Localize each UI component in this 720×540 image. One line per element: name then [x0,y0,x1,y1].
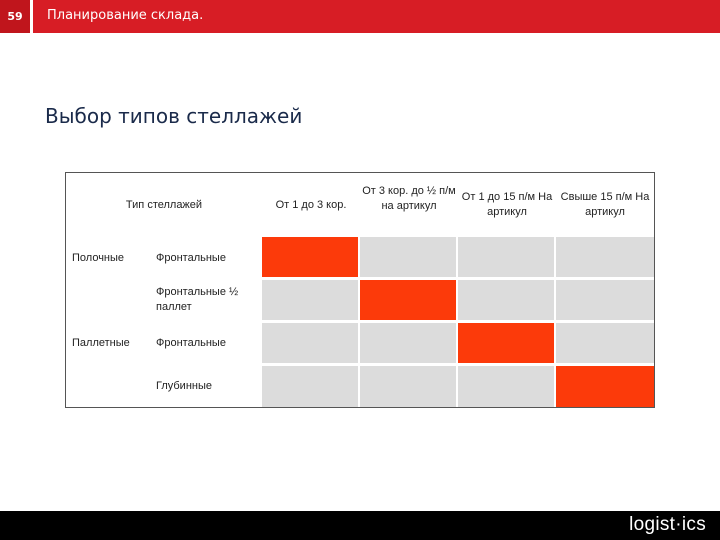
rack-selection-matrix [65,172,655,408]
matrix-cell [262,237,358,277]
column-header-3: От 1 до 15 п/м На артикул [458,173,556,237]
matrix-cell [556,237,654,277]
row-label-2: Фронтальные ½ паллет [150,279,250,321]
row-label-3: Фронтальные [150,322,262,364]
matrix-cell [360,323,456,363]
matrix-cell [360,366,456,407]
matrix-cell [556,323,654,363]
matrix-cell [360,280,456,320]
column-header-2: От 3 кор. до ½ п/м на артикул [360,173,458,237]
column-header-4: Свыше 15 п/м На артикул [556,173,654,237]
group-label-shelf: Полочные [66,237,150,279]
column-header-1: От 1 до 3 кор. [262,173,360,237]
slide-number: 59 [0,0,30,33]
row-label-4: Глубинные [150,365,262,407]
matrix-cell [262,366,358,407]
header-bar [0,0,720,33]
row-label-1: Фронтальные [150,237,262,279]
matrix-cell [262,323,358,363]
type-header: Тип стеллажей [66,173,262,237]
matrix-cell [556,280,654,320]
page-title: Выбор типов стеллажей [45,104,303,128]
slide-number-divider [30,0,33,33]
group-label-pallet: Паллетные [66,279,150,407]
logo: logist·ics [629,514,706,535]
footer-bar [0,511,720,540]
matrix-cell [458,237,554,277]
matrix-cell [458,323,554,363]
matrix-cell [458,366,554,407]
matrix-cell [360,237,456,277]
matrix-cell [262,280,358,320]
matrix-cell [556,366,654,407]
header-title: Планирование склада. [47,8,204,23]
matrix-cell [458,280,554,320]
